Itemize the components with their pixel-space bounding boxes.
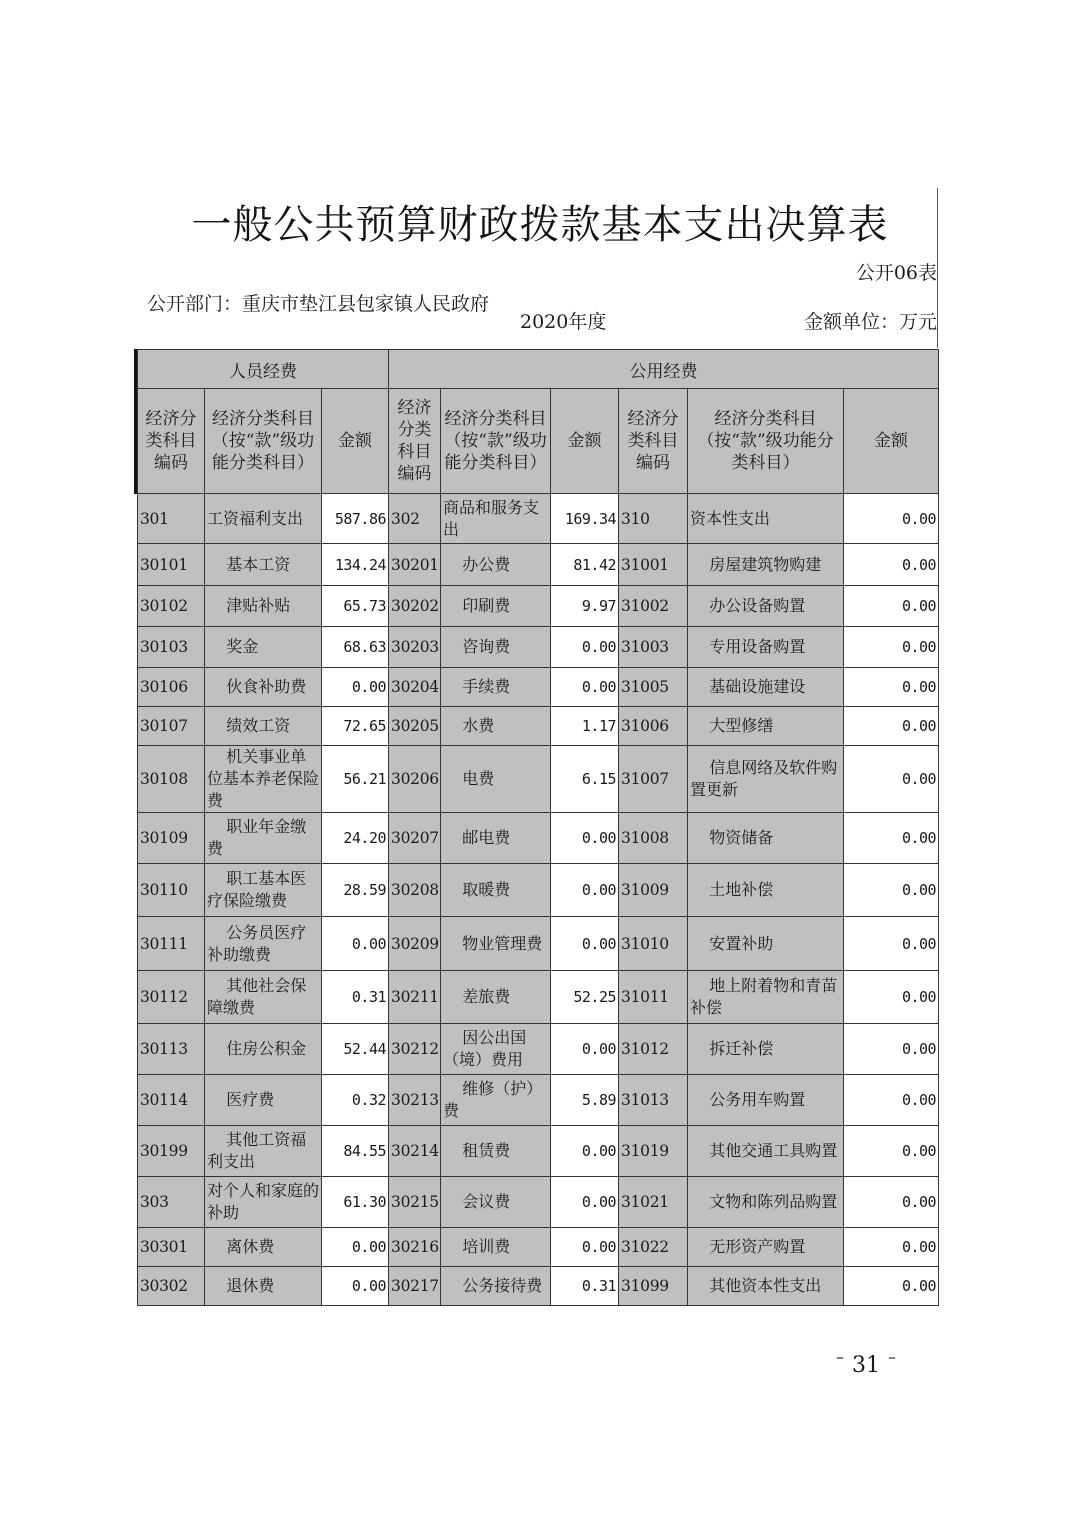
table-row bbox=[138, 1126, 939, 1177]
name-cell: 租赁费 bbox=[441, 1126, 551, 1177]
code-cell: 31008 bbox=[619, 813, 688, 864]
amount-cell: 0.00 bbox=[844, 668, 939, 707]
col-header-amount-3: 金额 bbox=[844, 389, 939, 494]
code-cell: 30204 bbox=[389, 668, 441, 707]
amount-cell: 0.00 bbox=[844, 1024, 939, 1075]
amount-cell: 0.00 bbox=[551, 1126, 619, 1177]
col-header-name-3: 经济分类科目（按“款”级功能分类科目） bbox=[688, 389, 844, 494]
name-cell: 办公费 bbox=[441, 544, 551, 586]
code-cell: 30109 bbox=[138, 813, 205, 864]
amount-cell: 0.00 bbox=[844, 1126, 939, 1177]
code-cell: 30203 bbox=[389, 627, 441, 668]
amount-cell: 0.32 bbox=[322, 1075, 389, 1126]
name-cell: 会议费 bbox=[441, 1177, 551, 1228]
code-cell: 30301 bbox=[138, 1228, 205, 1267]
amount-cell: 0.00 bbox=[322, 917, 389, 971]
code-cell: 30216 bbox=[389, 1228, 441, 1267]
name-cell: 绩效工资 bbox=[205, 707, 322, 746]
name-cell: 资本性支出 bbox=[688, 494, 844, 544]
code-cell: 31002 bbox=[619, 586, 688, 627]
name-cell: 其他社会保障缴费 bbox=[205, 971, 322, 1024]
amount-cell: 9.97 bbox=[551, 586, 619, 627]
amount-cell: 24.20 bbox=[322, 813, 389, 864]
amount-cell: 0.00 bbox=[551, 1024, 619, 1075]
column-header-row bbox=[138, 389, 939, 494]
department-label: 公开部门：重庆市垫江县包家镇人民政府 bbox=[146, 293, 489, 315]
page-number-footer bbox=[828, 1347, 904, 1378]
code-cell: 30302 bbox=[138, 1267, 205, 1306]
code-cell: 30106 bbox=[138, 668, 205, 707]
name-cell: 公务用车购置 bbox=[688, 1075, 844, 1126]
amount-cell: 0.00 bbox=[844, 1228, 939, 1267]
code-cell: 31003 bbox=[619, 627, 688, 668]
amount-cell: 0.00 bbox=[844, 864, 939, 917]
name-cell: 水费 bbox=[441, 707, 551, 746]
name-cell: 伙食补助费 bbox=[205, 668, 322, 707]
amount-cell: 0.00 bbox=[844, 544, 939, 586]
amount-cell: 134.24 bbox=[322, 544, 389, 586]
code-cell: 31001 bbox=[619, 544, 688, 586]
name-cell: 职工基本医疗保险缴费 bbox=[205, 864, 322, 917]
table-row bbox=[138, 1024, 939, 1075]
name-cell: 信息网络及软件购置更新 bbox=[688, 746, 844, 813]
dash-right: – bbox=[888, 1347, 896, 1366]
table-row bbox=[138, 668, 939, 707]
name-cell: 对个人和家庭的补助 bbox=[205, 1177, 322, 1228]
code-cell: 30211 bbox=[389, 971, 441, 1024]
amount-cell: 0.00 bbox=[322, 1267, 389, 1306]
name-cell: 奖金 bbox=[205, 627, 322, 668]
amount-cell: 6.15 bbox=[551, 746, 619, 813]
code-cell: 31019 bbox=[619, 1126, 688, 1177]
col-header-code-3: 经济分类科目编码 bbox=[619, 389, 688, 494]
name-cell: 退休费 bbox=[205, 1267, 322, 1306]
amount-cell: 61.30 bbox=[322, 1177, 389, 1228]
code-cell: 30199 bbox=[138, 1126, 205, 1177]
code-cell: 31010 bbox=[619, 917, 688, 971]
table-row bbox=[138, 1228, 939, 1267]
code-cell: 30111 bbox=[138, 917, 205, 971]
amount-cell: 5.89 bbox=[551, 1075, 619, 1126]
name-cell: 离休费 bbox=[205, 1228, 322, 1267]
amount-cell: 0.00 bbox=[322, 668, 389, 707]
code-cell: 30217 bbox=[389, 1267, 441, 1306]
amount-cell: 68.63 bbox=[322, 627, 389, 668]
name-cell: 因公出国（境）费用 bbox=[441, 1024, 551, 1075]
amount-cell: 587.86 bbox=[322, 494, 389, 544]
code-cell: 31012 bbox=[619, 1024, 688, 1075]
amount-cell: 0.00 bbox=[844, 917, 939, 971]
group-personnel: 人员经费 bbox=[138, 350, 389, 389]
table-row bbox=[138, 627, 939, 668]
amount-cell: 0.00 bbox=[551, 1177, 619, 1228]
table-row bbox=[138, 746, 939, 813]
name-cell: 土地补偿 bbox=[688, 864, 844, 917]
name-cell: 无形资产购置 bbox=[688, 1228, 844, 1267]
fiscal-year: 2020年度 bbox=[520, 311, 607, 333]
code-cell: 30214 bbox=[389, 1126, 441, 1177]
code-cell: 31013 bbox=[619, 1075, 688, 1126]
name-cell: 差旅费 bbox=[441, 971, 551, 1024]
amount-cell: 1.17 bbox=[551, 707, 619, 746]
name-cell: 邮电费 bbox=[441, 813, 551, 864]
table-row bbox=[138, 586, 939, 627]
table-row bbox=[138, 971, 939, 1024]
name-cell: 工资福利支出 bbox=[205, 494, 322, 544]
name-cell: 办公设备购置 bbox=[688, 586, 844, 627]
code-cell: 30112 bbox=[138, 971, 205, 1024]
code-cell: 31007 bbox=[619, 746, 688, 813]
col-header-name-2: 经济分类科目（按“款”级功能分类科目） bbox=[441, 389, 551, 494]
code-cell: 30201 bbox=[389, 544, 441, 586]
name-cell: 咨询费 bbox=[441, 627, 551, 668]
code-cell: 302 bbox=[389, 494, 441, 544]
name-cell: 津贴补贴 bbox=[205, 586, 322, 627]
table-row bbox=[138, 1177, 939, 1228]
code-cell: 301 bbox=[138, 494, 205, 544]
table-row bbox=[138, 494, 939, 544]
group-header-row bbox=[138, 350, 939, 389]
amount-cell: 0.00 bbox=[551, 813, 619, 864]
amount-cell: 0.00 bbox=[844, 1267, 939, 1306]
code-cell: 30113 bbox=[138, 1024, 205, 1075]
table-row bbox=[138, 1267, 939, 1306]
code-cell: 30207 bbox=[389, 813, 441, 864]
name-cell: 维修（护）费 bbox=[441, 1075, 551, 1126]
name-cell: 职业年金缴费 bbox=[205, 813, 322, 864]
code-cell: 310 bbox=[619, 494, 688, 544]
code-cell: 30107 bbox=[138, 707, 205, 746]
amount-cell: 0.00 bbox=[551, 668, 619, 707]
amount-cell: 0.00 bbox=[322, 1228, 389, 1267]
name-cell: 手续费 bbox=[441, 668, 551, 707]
page-number: 31 bbox=[852, 1353, 880, 1378]
amount-cell: 0.00 bbox=[844, 1075, 939, 1126]
amount-cell: 52.25 bbox=[551, 971, 619, 1024]
amount-cell: 84.55 bbox=[322, 1126, 389, 1177]
amount-cell: 169.34 bbox=[551, 494, 619, 544]
code-cell: 30212 bbox=[389, 1024, 441, 1075]
code-cell: 31011 bbox=[619, 971, 688, 1024]
amount-cell: 0.00 bbox=[844, 971, 939, 1024]
name-cell: 其他工资福利支出 bbox=[205, 1126, 322, 1177]
name-cell: 医疗费 bbox=[205, 1075, 322, 1126]
amount-unit: 金额单位：万元 bbox=[803, 311, 937, 333]
code-cell: 31006 bbox=[619, 707, 688, 746]
name-cell: 印刷费 bbox=[441, 586, 551, 627]
name-cell: 专用设备购置 bbox=[688, 627, 844, 668]
name-cell: 培训费 bbox=[441, 1228, 551, 1267]
table-row bbox=[138, 917, 939, 971]
code-cell: 30110 bbox=[138, 864, 205, 917]
amount-cell: 0.00 bbox=[844, 627, 939, 668]
amount-cell: 0.00 bbox=[551, 1228, 619, 1267]
code-cell: 303 bbox=[138, 1177, 205, 1228]
col-header-code-2: 经济分类科目编码 bbox=[389, 389, 441, 494]
name-cell: 公务接待费 bbox=[441, 1267, 551, 1306]
name-cell: 拆迁补偿 bbox=[688, 1024, 844, 1075]
name-cell: 安置补助 bbox=[688, 917, 844, 971]
amount-cell: 52.44 bbox=[322, 1024, 389, 1075]
code-cell: 30206 bbox=[389, 746, 441, 813]
name-cell: 电费 bbox=[441, 746, 551, 813]
name-cell: 机关事业单位基本养老保险费 bbox=[205, 746, 322, 813]
form-number: 公开06表 bbox=[855, 262, 937, 284]
col-header-code-1: 经济分类科目编码 bbox=[138, 389, 205, 494]
amount-cell: 0.31 bbox=[322, 971, 389, 1024]
code-cell: 30208 bbox=[389, 864, 441, 917]
amount-cell: 0.00 bbox=[844, 494, 939, 544]
code-cell: 30102 bbox=[138, 586, 205, 627]
table-row bbox=[138, 1075, 939, 1126]
col-header-amount-1: 金额 bbox=[322, 389, 389, 494]
name-cell: 房屋建筑物购建 bbox=[688, 544, 844, 586]
code-cell: 30103 bbox=[138, 627, 205, 668]
table-row bbox=[138, 707, 939, 746]
name-cell: 取暖费 bbox=[441, 864, 551, 917]
name-cell: 大型修缮 bbox=[688, 707, 844, 746]
name-cell: 物业管理费 bbox=[441, 917, 551, 971]
name-cell: 基础设施建设 bbox=[688, 668, 844, 707]
amount-cell: 0.00 bbox=[551, 917, 619, 971]
code-cell: 30202 bbox=[389, 586, 441, 627]
name-cell: 文物和陈列品购置 bbox=[688, 1177, 844, 1228]
name-cell: 住房公积金 bbox=[205, 1024, 322, 1075]
code-cell: 30213 bbox=[389, 1075, 441, 1126]
code-cell: 30205 bbox=[389, 707, 441, 746]
table-row bbox=[138, 864, 939, 917]
amount-cell: 0.00 bbox=[844, 746, 939, 813]
code-cell: 30108 bbox=[138, 746, 205, 813]
code-cell: 31022 bbox=[619, 1228, 688, 1267]
name-cell: 商品和服务支出 bbox=[441, 494, 551, 544]
dash-left: – bbox=[836, 1347, 844, 1366]
amount-cell: 0.00 bbox=[551, 864, 619, 917]
table-row bbox=[138, 813, 939, 864]
name-cell: 公务员医疗补助缴费 bbox=[205, 917, 322, 971]
amount-cell: 0.00 bbox=[844, 707, 939, 746]
name-cell: 地上附着物和青苗补偿 bbox=[688, 971, 844, 1024]
col-header-name-1: 经济分类科目（按“款”级功能分类科目） bbox=[205, 389, 322, 494]
amount-cell: 0.00 bbox=[844, 1177, 939, 1228]
code-cell: 31005 bbox=[619, 668, 688, 707]
expenditure-table bbox=[137, 349, 939, 1306]
code-cell: 31021 bbox=[619, 1177, 688, 1228]
code-cell: 30101 bbox=[138, 544, 205, 586]
amount-cell: 56.21 bbox=[322, 746, 389, 813]
name-cell: 物资储备 bbox=[688, 813, 844, 864]
group-public: 公用经费 bbox=[389, 350, 939, 389]
table-row bbox=[138, 544, 939, 586]
amount-cell: 65.73 bbox=[322, 586, 389, 627]
col-header-amount-2: 金额 bbox=[551, 389, 619, 494]
code-cell: 30215 bbox=[389, 1177, 441, 1228]
amount-cell: 0.00 bbox=[844, 813, 939, 864]
amount-cell: 81.42 bbox=[551, 544, 619, 586]
code-cell: 30209 bbox=[389, 917, 441, 971]
amount-cell: 0.00 bbox=[551, 627, 619, 668]
code-cell: 31099 bbox=[619, 1267, 688, 1306]
amount-cell: 0.31 bbox=[551, 1267, 619, 1306]
code-cell: 31009 bbox=[619, 864, 688, 917]
amount-cell: 0.00 bbox=[844, 586, 939, 627]
amount-cell: 72.65 bbox=[322, 707, 389, 746]
code-cell: 30114 bbox=[138, 1075, 205, 1126]
amount-cell: 28.59 bbox=[322, 864, 389, 917]
page-title: 一般公共预算财政拨款基本支出决算表 bbox=[191, 202, 889, 248]
name-cell: 其他交通工具购置 bbox=[688, 1126, 844, 1177]
name-cell: 其他资本性支出 bbox=[688, 1267, 844, 1306]
name-cell: 基本工资 bbox=[205, 544, 322, 586]
